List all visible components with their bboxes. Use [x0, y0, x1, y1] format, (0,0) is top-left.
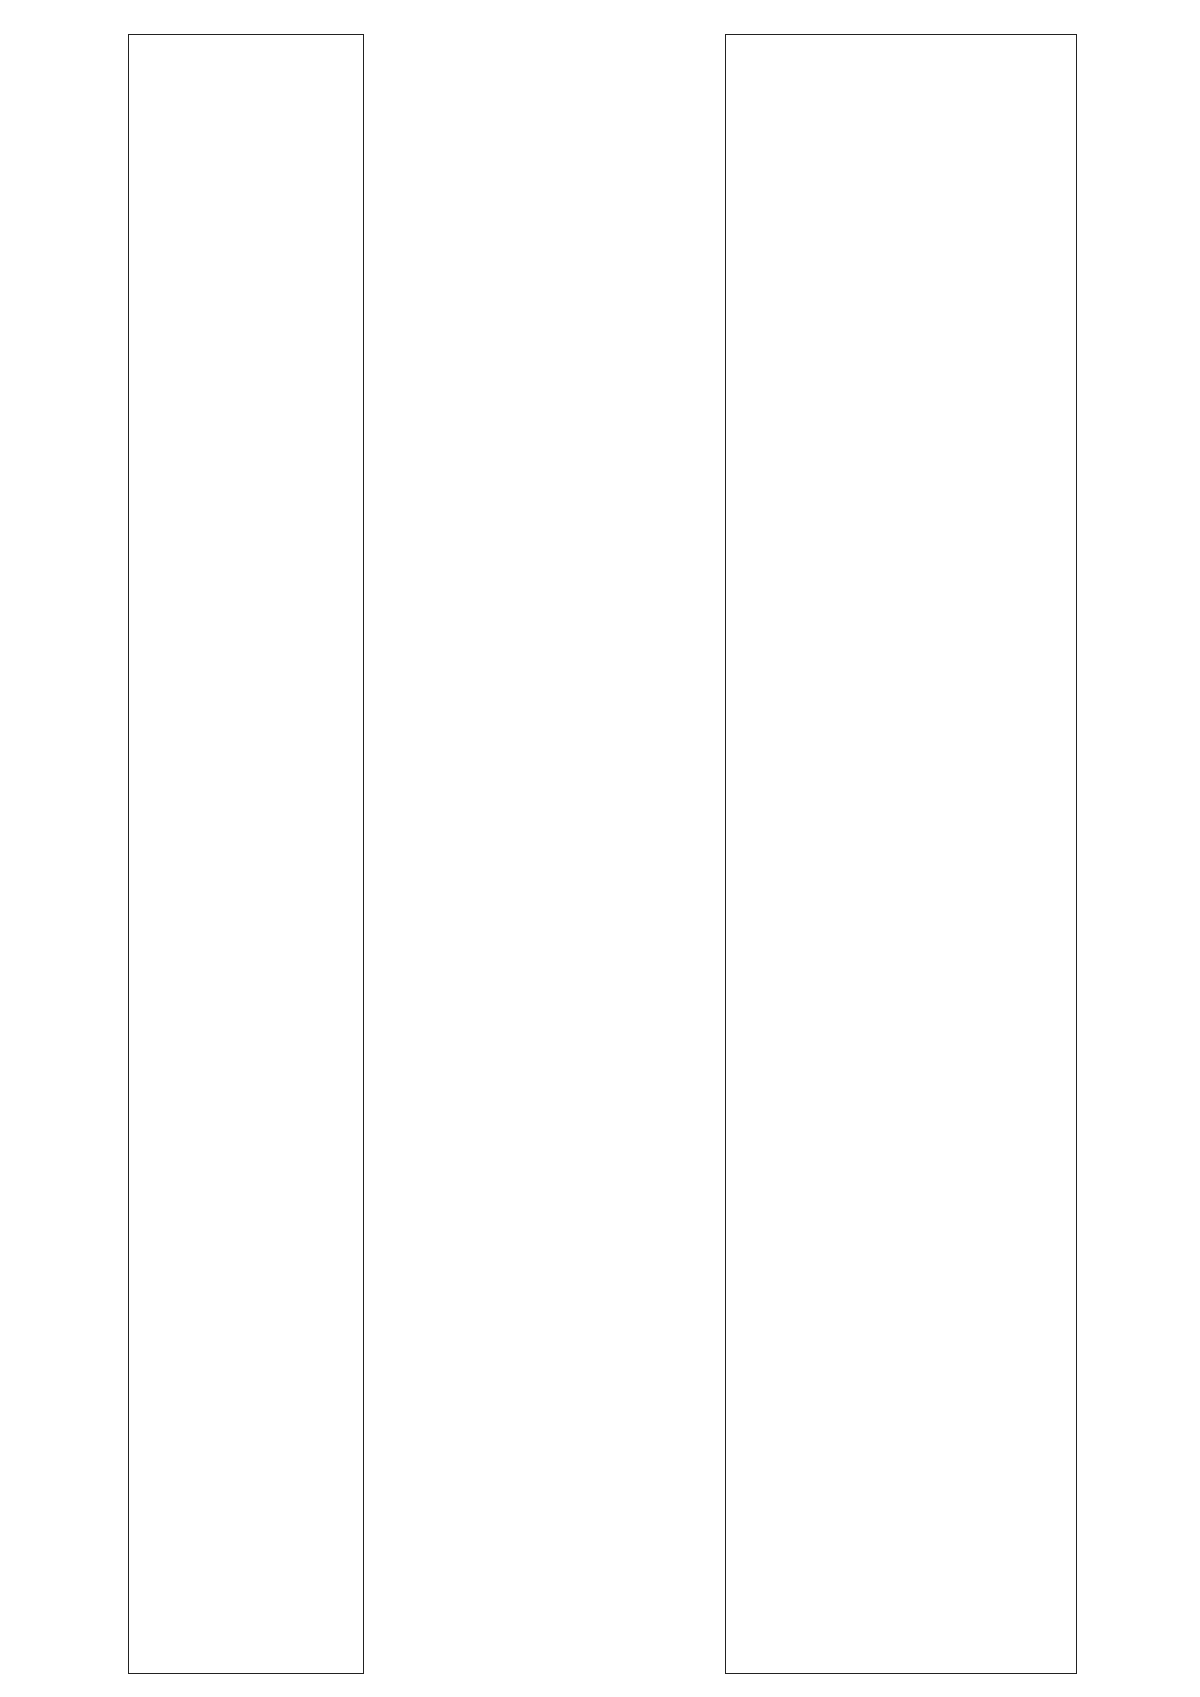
lower-table — [725, 34, 1077, 1674]
upper-table — [128, 34, 364, 1674]
